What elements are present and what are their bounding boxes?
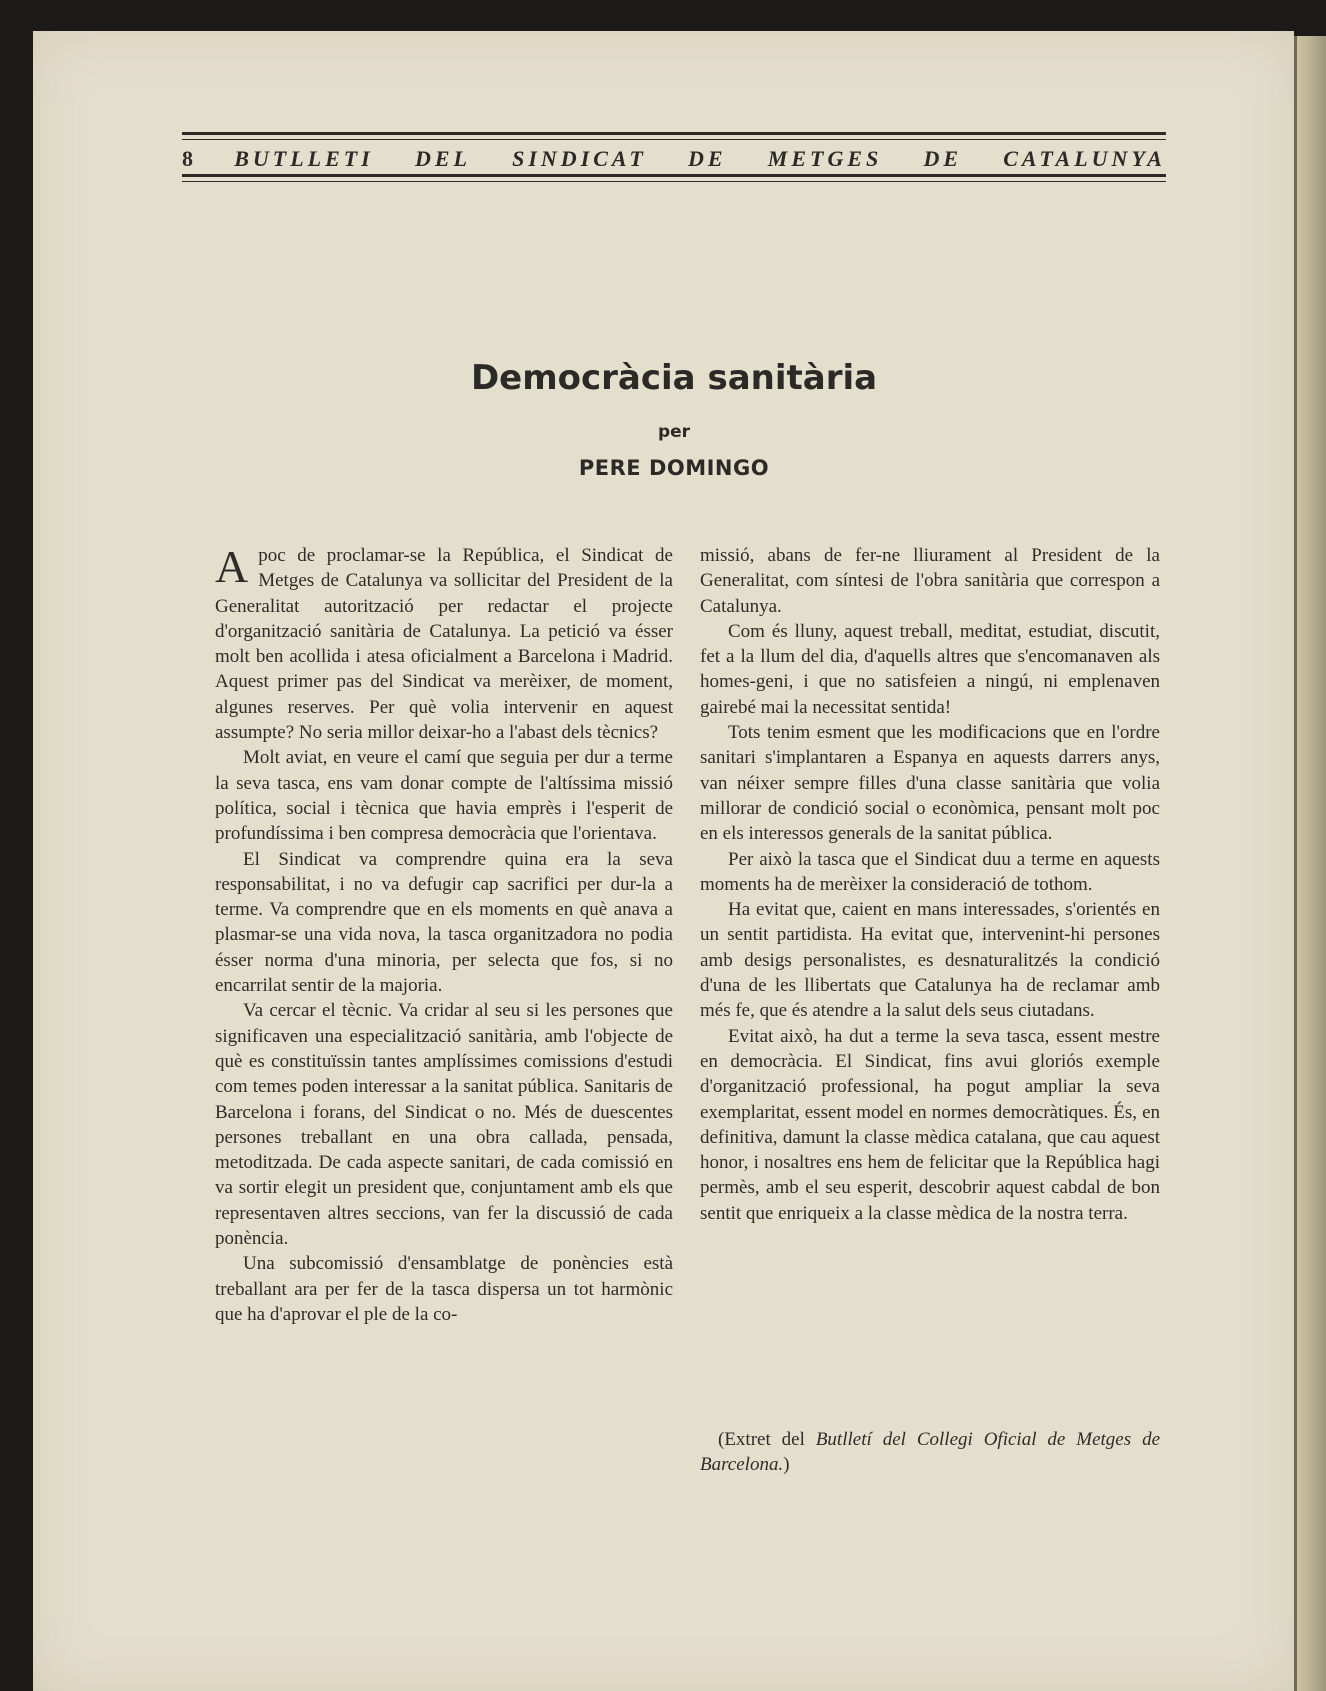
credit-suffix: ) (783, 1454, 790, 1476)
paragraph: Molt aviat, en veure el camí que seguia per dur a terme la seva tasca, ens vam donar compte de l'altíssima missió política, social i tècnica que havia emprès i l'esperit de profundíssima i ben compresa democràcia que l'orientava. (215, 747, 673, 845)
header-word: CATALUNYA (1003, 146, 1166, 171)
article-author: PERE DOMINGO (578, 456, 770, 480)
header-rule-top (182, 132, 1166, 135)
running-header (182, 100, 1166, 190)
header-word: SINDICAT (512, 146, 647, 171)
header-word: BUTLLETI (234, 146, 374, 171)
page-number: 8 (182, 146, 193, 171)
header-rule-bottom-thin (182, 181, 1166, 182)
paragraph: missió, abans de fer-ne lliurament al President de la Generalitat, com síntesi de l'obra sanitària que correspon a Catalunya. (700, 545, 1160, 617)
credit-prefix: (Extret del (718, 1429, 816, 1450)
left-column (215, 543, 673, 1327)
paragraph: El Sindicat va comprendre quina era la seva responsabilitat, i no va defugir cap sacrifici per dur-la a terme. Va comprendre que en els moments en què anava a plasmar-se una vida nova, la tasca organitzadora no podia ésser norma d'una minoria, per selecta que fos, si no encarrilat sentir de la majoria. (215, 848, 673, 997)
paragraph: Com és lluny, aquest treball, meditat, estudiat, discutit, fet a la llum del dia, d'aquells altres que s'encomanaven als homes-geni, i que no satisfeien a ningú, ni emplenaven gairebé mai la necessitat sentida! (700, 620, 1160, 718)
byline-per: per (657, 422, 691, 442)
header-word: METGES (767, 146, 883, 171)
header-title (182, 145, 1166, 173)
paragraph (215, 543, 673, 745)
source-credit (700, 1427, 1160, 1478)
right-column (700, 543, 1160, 1226)
paragraph: Una subcomissió d'ensamblatge de ponències està treballant ara per fer de la tasca dispersa un tot harmònic que ha d'aprovar el ple de la co- (215, 1253, 673, 1325)
header-word: DEL (414, 146, 471, 171)
header-word: DE (923, 146, 963, 171)
paragraph: Ha evitat que, caient en mans interessades, s'orientés en un sentit partidista. Ha evitat que, intervenint-hi persones amb desigs personalistes, es desnaturalitzés la condició d'una de les llibertats que Catalunya ha de reclamar amb més fe, que és atendre a la salut dels seus ciutadans. (700, 899, 1160, 1022)
credit-line (700, 1427, 1160, 1478)
header-rule-top-thin (182, 139, 1166, 140)
header-word: DE (688, 146, 727, 171)
article-title: Democràcia sanitària (470, 358, 878, 398)
paragraph: Tots tenim esment que les modificacions que en l'ordre sanitari s'implantaren a Espanya en aquests darrers anys, van néixer sempre filles d'una classe sanitària que volia millorar de condició social o econòmica, pensant molt poc en els interessos generals de la sanitat pública. (700, 722, 1160, 845)
paragraph-text: poc de proclamar-se la República, el Sindicat de Metges de Catalunya va sollicitar del President de la Generalitat autorització per redactar el projecte d'organització sanitària de Catalunya. La petició va ésser molt ben acollida i atesa oficialment a Barcelona i Madrid. Aquest primer pas del Sindicat va merèixer, de moment, algunes reserves. Per què volia intervenir en aquest assumpte? No seria millor deixar-ho a l'abast dels tècnics? (215, 545, 673, 744)
header-rule-bottom (182, 174, 1166, 177)
paragraph: Per això la tasca que el Sindicat duu a terme en aquests moments ha de merèixer la consideració de tothom. (700, 848, 1160, 895)
paragraph: Va cercar el tècnic. Va cridar al seu si les persones que significaven una especialització sanitària, amb l'objecte de què es constituïssin tantes amplíssimes comissions d'estudi com temes poden interessar a la sanitat pública. Sanitaris de Barcelona i forans, del Sindicat o no. Més de duescentes persones treballant en una obra callada, pensada, metoditzada. De cada aspecte sanitari, de cada comissió en va sortir elegit un president que, conjuntament amb els que representaven altres seccions, van fer la discussió de cada ponència. (215, 1000, 673, 1250)
drop-cap: A (215, 541, 249, 592)
paragraph: Evitat això, ha dut a terme la seva tasca, essent mestre en democràcia. El Sindicat, fins avui gloriós exemple d'organització professional, ha pogut ampliar la seva exemplaritat, essent model en normes democràtiques. És, en definitiva, damunt la classe mèdica catalana, que cau aquest honor, i nosaltres ens hem de felicitar que la República hagi permès, amb el seu esperit, descobrir aquest cabdal de bon sentit que enriqueix a la classe mèdica de la nostra terra. (700, 1025, 1160, 1224)
adjacent-page-edge (1294, 36, 1326, 1691)
credit-source: Butlletí del Collegi Oficial de Metges de Barcelona. (700, 1429, 1160, 1476)
